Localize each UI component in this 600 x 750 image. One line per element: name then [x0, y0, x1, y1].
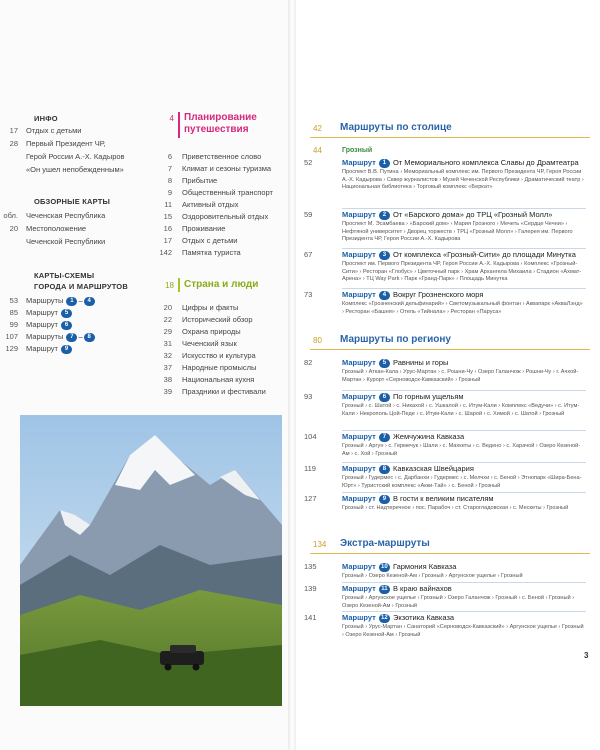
page-number: 3 — [584, 651, 589, 660]
toc-item[interactable]: 20 Цифры и факты — [163, 303, 239, 312]
maps-item: Чеченской Республики — [26, 237, 106, 246]
planning-accent-bar — [178, 112, 180, 138]
toc-item[interactable]: 22 Исторический обзор — [163, 315, 253, 324]
info-item: Герой России А.-Х. Кадыров — [26, 152, 125, 161]
toc-item[interactable]: 8 Прибытие — [167, 176, 218, 185]
country-accent-bar — [178, 278, 180, 292]
region-rule — [310, 349, 590, 350]
toc-item[interactable]: 16 Проживание — [163, 224, 226, 233]
maps-item: 20 Местоположение — [9, 224, 87, 233]
book-gutter — [288, 0, 296, 750]
book-spread: ИНФО 17 Отдых с детьми 28 Первый Президент ЧР, Герой России А.-Х. Кадыров «Он ушел непобежденным» ОБЗОРНЫЕ КАРТЫ обл. Чеченская Республика 20 Местоположение Чеченской Республики КАРТЫ-СХЕМЫ ГОРОДА И МАРШРУТОВ 53 Маршруты 1 – 4 85 Маршрут 5 99 Маршрут 6 107 Маршруты 7 – 8 129 Маршрут 9 4 Планирование путешествия 6 Приветственное слово 7 Климат и сезоны туризма 8 Прибытие 9 Общественный транспорт 11 Активный отдых 15 Оздоровительный отдых 16 Проживание 17 Отдых с детьми 142 Памятка туриста 18 Страна и люди 20 Цифры и факты 22 Исторический обзор 29 Охрана природы 31 Чеченский язык 32 Искусство и культура 37 Народные промыслы 38 Национальная кухня 39 Праздники и фестивали 42 Маршруты по столице 44 Грозный 52 Маршрут 1 От Мемориального комплекса Славы до Драмтеатра Проспект В.В. Путина › Мемориальный комплекс им. Первого Президента ЧР, Героя России А.-Х. Кадырова › Сквер журналистов › Музей Чеченской Республики › Драматический театр › Национальная библиотека › Торговый комплекс «Беркат» 59 Маршрут 2 От «Барского дома» до ТРЦ «Грозный Молл» Проспект М. Эсамбаева › «Барский дом» › Мария Грозного › Мечеть «Сердце Чечни» › Нефтяной университет › Дворец торжеств › ТРЦ «Грозный Молл» › Галерея им. Первого Президента ЧР, Героя России А.-Х. Кадырова 67 Маршрут 3 От комплекса «Грозный-Сити» до площади Минутка Проспект им. Первого Президента ЧР, Героя России А.-Х. Кадырова › Комплекс «Грозный-Сити» › Ресторан «Глобус» › Цветочный парк › Храм Архангела Михаила › Стадион «Ахмат-Арена» › ТЦ Way Park › Парк «Гранд-Парк» › Площадь Минутка 73 Маршрут 4 Вокруг Грозненского моря Комплекс «Грозненский дельфинарий» › Светомузыкальный фонтан › Аквапарк «АкваЛэнд» › Ресторан «Башня» › Отель «Тийнала» › Ресторан «Паруса» 80 Маршруты по региону 82 Маршрут 5 Равнины и горы Грозный › Аткан-Кала › Урус-Мартан › с. Рошни-Чу › Озеро Галанчож › Рошни-Чу › г. Ачхой-Мартан › Курорт «Серноводск-Кавказский» › Грозный 93 Маршрут 6 По горным ущельям Грозный › с. Шатой › с. Никахой › с. Ушкалой › с. Итум-Кали › Комплекс «Ведучи» › с. Итум-Кали › Некрополь Цой-Педе › с. Итум-Кали › с. Шарой › с. Химой › с. Шатой › Грозный 104 Маршрут 7 Жемчужина Кавказа Грозный › Аргун › с. Гермечук › Шали › с. Махкеты › с. Ведено › с. Харачой › Озеро Кезеной-Ам › с. Хой › Грозный 119 Маршрут 8 Кавказская Швейцария Грозный › Гудермес › с. Дарбанхи › Гудермес › с. Мелчхи › с. Беной › Этнопарк «Шира-Бена-Юрт» › Туристский комплекс «Акки-Тай» › с. Беной › Грозный 127 Маршрут 9 В гости к великим писателям Грозный › ст. Надтеречное › пос. Парабоч › ст. Старогладовская › с. Мескеты › Грозный 134 Экстра-маршруты 135 Маршрут 10 Гармония Кавказа Грозный › Озеро Кезеной-Ам › Грозный › Аргунское ущелье › Грозный 139 Маршрут 11 В краю вайнахов Грозный › Аргунское ущелье › Грозный › Озеро Галанчож › Грозный › с. Беной › Грозный › Озеро Кезеной-Ам › Грозный 141 Маршрут 12 Экзотика Кавказа Грозный › Урус-Мартан › Санаторий «Серноводск-Кавказский» › Аргунское ущелье › Грозный › Озеро Кезеной-Ам › Грозный 3 — [0, 0, 600, 750]
toc-item[interactable]: 17 Отдых с детьми — [163, 236, 238, 245]
country-title: Страна и люди — [184, 279, 259, 290]
toc-item[interactable]: 142 Памятка туриста — [159, 248, 241, 257]
scheme-item: 53 Маршруты 1 – 4 — [0, 296, 96, 306]
maps-title: ОБЗОРНЫЕ КАРТЫ — [34, 197, 111, 206]
toc-item[interactable]: 7 Климат и сезоны туризма — [167, 164, 272, 173]
schemes-title-2: ГОРОДА И МАРШРУТОВ — [34, 282, 128, 291]
toc-item[interactable]: 37 Народные промыслы — [163, 363, 257, 372]
scheme-item: 129 Маршрут 9 — [0, 344, 73, 354]
region-heading: Маршруты по региону — [340, 334, 451, 345]
scheme-item: 107 Маршруты 7 – 8 — [0, 332, 96, 342]
info-item: 28 Первый Президент ЧР, — [9, 139, 106, 148]
info-item: «Он ушел непобежденным» — [26, 165, 124, 174]
extra-heading: Экстра-маршруты — [340, 538, 430, 549]
toc-item[interactable]: 6 Приветственное слово — [167, 152, 262, 161]
scheme-item: 85 Маршрут 5 — [0, 308, 73, 318]
grozny-subheading: Грозный — [342, 147, 373, 154]
capital-rule — [310, 137, 590, 138]
mountain-illustration — [20, 415, 282, 706]
schemes-title-1: КАРТЫ-СХЕМЫ — [34, 271, 95, 280]
toc-item[interactable]: 29 Охрана природы — [163, 327, 241, 336]
grozny-page-num: 44 — [313, 146, 322, 155]
planning-title-2: путешествия — [184, 124, 249, 135]
info-title: ИНФО — [34, 114, 58, 123]
toc-item[interactable]: 32 Искусство и культура — [163, 351, 256, 360]
info-item: 17 Отдых с детьми — [9, 126, 82, 135]
toc-item[interactable]: 15 Оздоровительный отдых — [163, 212, 269, 221]
toc-item[interactable]: 11 Активный отдых — [164, 200, 239, 209]
region-page-num: 80 — [313, 336, 322, 345]
capital-page-num: 42 — [313, 124, 322, 133]
mountain-photo — [20, 415, 282, 706]
toc-item[interactable]: 31 Чеченский язык — [163, 339, 237, 348]
planning-page-num: 4 — [169, 114, 174, 123]
scheme-item: 99 Маршрут 6 — [0, 320, 73, 330]
capital-heading: Маршруты по столице — [340, 122, 452, 133]
maps-item: обл. Чеченская Республика — [3, 211, 106, 220]
country-page-num: 18 — [165, 281, 174, 290]
planning-title-1: Планирование — [184, 112, 257, 123]
extra-rule — [310, 553, 590, 554]
extra-page-num: 134 — [313, 540, 327, 549]
toc-item[interactable]: 38 Национальная кухня — [163, 375, 255, 384]
toc-item[interactable]: 9 Общественный транспорт — [167, 188, 273, 197]
toc-item[interactable]: 39 Праздники и фестивали — [163, 387, 266, 396]
